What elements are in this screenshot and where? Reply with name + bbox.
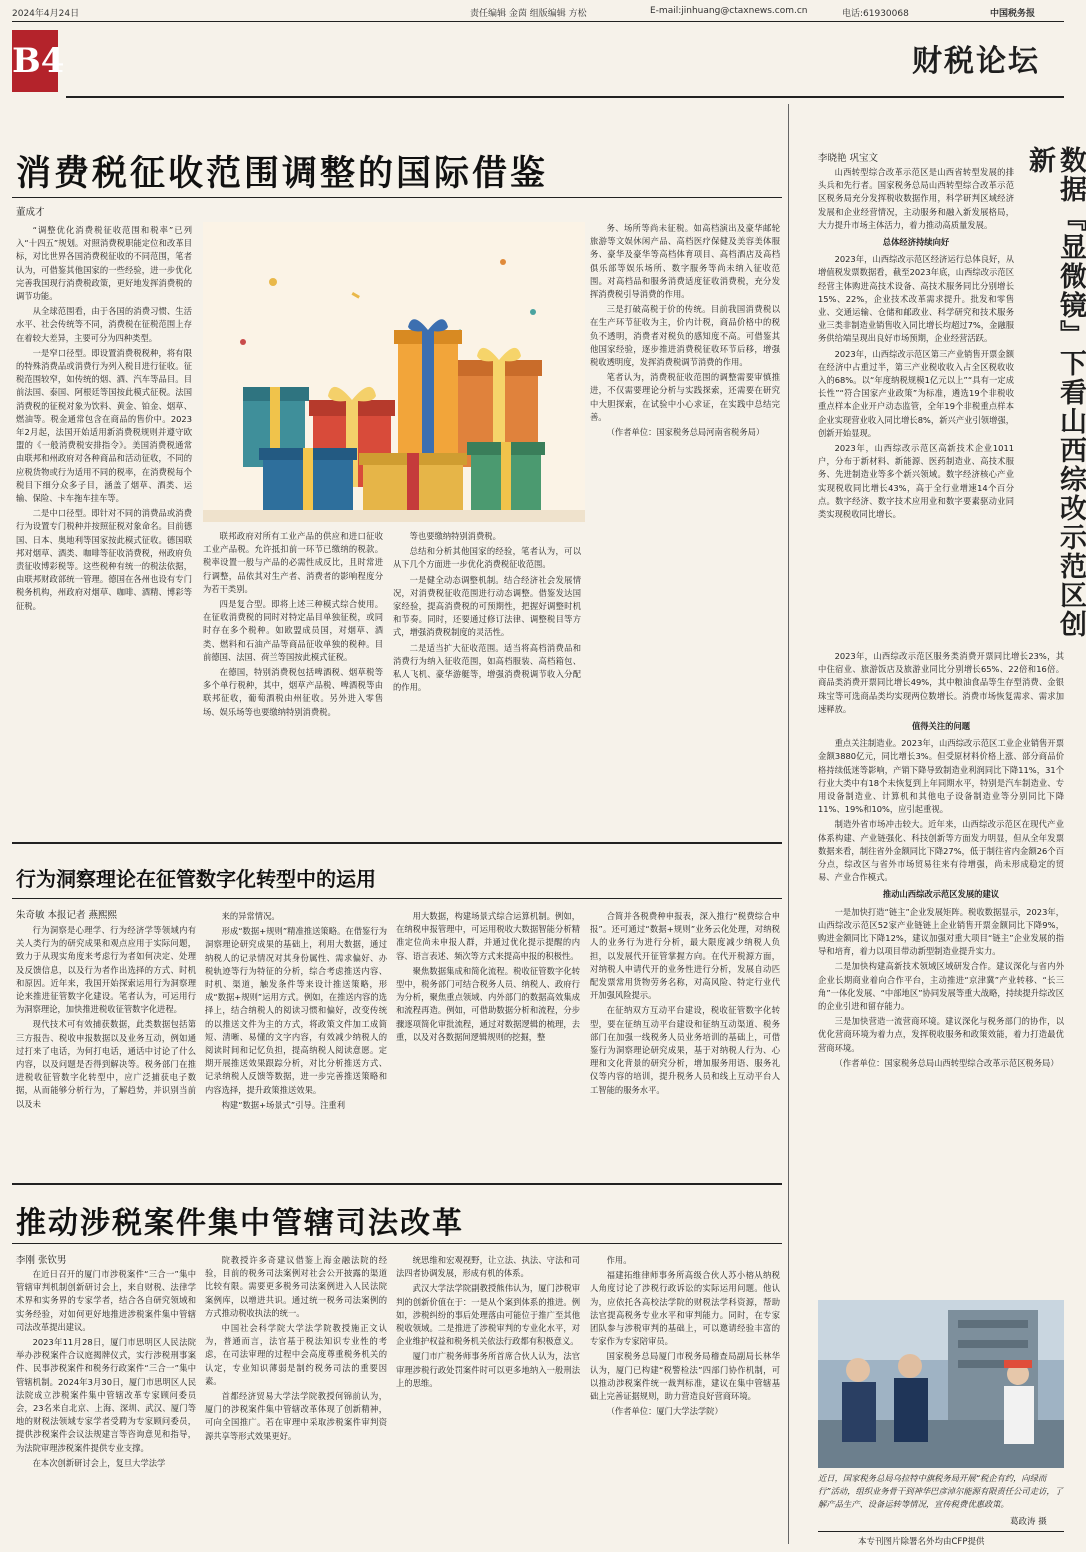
paragraph: 国家税务总局厦门市税务局稽查局副局长林华认为，厦门已构建“税警检法”四部门协作机制，可以推动涉税案件统一裁判标准，建议在集中管辖基础上完善证据规则，助力营造良好营商环境。 (590, 1351, 780, 1402)
editors-line: 责任编辑 金茵 组版编辑 方松 (470, 9, 587, 19)
article3-title: 推动涉税案件集中管辖司法改革 (16, 1206, 464, 1241)
sidebar-byline: 李晓艳 巩宝文 (818, 153, 879, 164)
paragraph: 务、场所等尚未征税。如高档演出及豪华邮轮旅游等文娱休闲产品、高档医疗保健及美容美体服务、豪华及豪华等高档体育项目、高档酒店及高档俱乐部等娱乐场所、数字服务等尚未纳入征收范围。对高档品和服务消费适度征收消费税，充分发挥消费税引导消费的作用。 (590, 223, 780, 300)
paragraph: 二是中口径型。即针对不同的消费品或消费行为设置专门税种并按照征税对象命名。目前德国、日本、奥地利等国家按此模式征收。德国联邦对烟草、酒类、咖啡等征收消费税，州政府负责征收博彩税等。这些税种有统一的税法依据，由联邦财政部统一管理。德国在各州也设有专门税务机构，州政府对烟草、咖啡、酒精、博彩等征税。 (16, 508, 192, 611)
tax-officers-photo (818, 1300, 1064, 1468)
article2-column-3 (396, 910, 580, 1178)
article3-column-1 (16, 1268, 196, 1540)
paragraph: 统思维和宏观视野，让立法、执法、守法和司法四者协调发展，形成有机的体系。 (396, 1255, 580, 1279)
paragraph: 来的异常情况。 (221, 911, 280, 921)
article1-column-1 (16, 224, 192, 836)
article1-column-4 (590, 222, 780, 836)
paragraph: 在德国，特别消费税包括啤酒税、烟草税等多个单行税种，其中，烟草产品税、啤酒税等由联邦征收，葡萄酒税由州征收。另外进入零售场、娱乐场等也要缴纳特别消费税。 (203, 667, 383, 717)
paragraph: “调整优化消费税征收范围和税率”已列入“十四五”规划。对照消费税职能定位和改革目标，对比世界各国消费税征收的不同范围，笔者认为，可借鉴其他国家的一些经验，进一步优化完善我国现行消费税政策，更好地发挥消费税的调节功能。 (16, 225, 192, 302)
header-rule (12, 21, 1064, 22)
subheading: 总体经济持续向好 (882, 237, 950, 248)
paragraph: 形成“数据+规则”精准推送策略。在借鉴行为洞察理论研究成果的基础上，利用大数据，通过纳税人的记录情况对其身份属性、需求偏好、办税轨迹等行为特征的分析，综合考虑推送内容、时机、渠道，触发条件等来设计推送策略，形成“数据+规则”运用方式。例如，在推送内容的选择上，结合纳税人的阅读习惯和偏好，改变传统的以推送文件为主的方式，将政策文件加工成简短、清晰、易懂的文字内容，有效减少纳税人的阅读时间和记忆负担，提高纳税人阅读意愿。定期开展推送效果跟踪分析，对比分析推送方式、记录纳税人反馈等数据，进一步完善推送策略和内容选择，提升政策推送效果。 (205, 926, 387, 1095)
paragraph: 等也要缴纳特别消费税。 (409, 531, 501, 541)
paragraph: 2023年11月28日，厦门市思明区人民法院举办涉税案件合议庭揭牌仪式，实行涉税刑事案件、民事涉税案件和税务行政案件“三合一”集中管辖机制。2024年3月30日，厦门市思明区人民法院成立涉税案件集中管辖改革专家顾问委员会，23名来自北京、上海、深圳、武汉、厦门等地的财税法领域专家学者受聘为专家顾问委员，提供涉税案件会议法规建言等咨询意见和指导，为法院审理涉税案件提供专业支撑。 (16, 1337, 196, 1453)
paragraph: 2023年，山西综改示范区经济运行总体良好，从增值税发票数据看，截至2023年底，山西综改示范区经营主体购进高技术设备、高技术服务同比分别增长15%、22%，企业技术改革需求提升。批发和零售业、交通运输、仓储和邮政业、科学研究和技术服务业三类非制造业销售收入同比增长均超过7%，金融服务供给端呈现出良好市场预期，企业经营活跃。 (818, 254, 1014, 344)
section-rule (66, 96, 1064, 98)
article3-byline: 李刚 张钦男 (16, 1255, 67, 1266)
paragraph: 从全球范围看，由于各国的消费习惯、生活水平、社会传统等不同，消费税在征税范围上存在着较大差异，主要可分为四种类型。 (16, 306, 192, 343)
paragraph: 三是打破高税于价的传统。目前我国消费税以在生产环节征收为主，价内计税，商品价格中的税负不透明，消费者对税负的感知度不高。可借鉴其他国家经验，逐步推进消费税征收环节后移，增强税收透明度，发挥消费税调节消费的作用。 (590, 304, 780, 368)
paragraph: 2023年，山西综改示范区第三产业销售开票金额在经济中占重过半，第三产业税收收入占全区税收收入的68%。以“年度纳税规模1亿元以上”“具有一定成长性”“符合国家产业政策”为标准，遴选19个非税收重点样本企业开户动态监管，全年19个非税重点样本企业实现营业收入同比增长8%，新兴产业引领增强，创新开始显现。 (818, 348, 1014, 438)
paragraph: 一是健全动态调整机制。结合经济社会发展情况，对消费税征收范围进行动态调整。借鉴发达国家经验，提高消费税的可预期性，把握好调整时机和节奏。同时，还要通过修订法律、调整税目等方式，增强消费税制度的灵活性。 (393, 574, 581, 638)
paragraph: 聚焦数据集成和简化流程。税收征管数字化转型中，税务部门可结合税务人员、纳税人、政府行为分析，聚焦重点领域、内外部门的数据高效集成和流程再造。例如，可借助数据分析和流程，分步骤逐项简化审批流程，通过对数据逻辑的梳理，去重，以及对各数据间逻辑规则的挖掘，整 (396, 965, 580, 1042)
paragraph: 山西转型综合改革示范区是山西省转型发展的排头兵和先行者。国家税务总局山西转型综合改革示范区税务局充分发挥税收数据作用，科学研判区域经济发展和企业经营情况，主动服务和融入新发展格局，大力提升市场主体活力，着力推动高质量发展。 (818, 167, 1014, 230)
paragraph: 四是复合型。即将上述三种模式综合使用。在征收消费税的同时对特定品目单独征税，或同时存在多个税种。如欧盟成员国，对烟草、酒类、燃料和石油产品等商品征收单独的税种。目前德国、法国、荷兰等国按此模式征税。 (203, 599, 383, 662)
article1-rule (12, 197, 782, 198)
article3-column-2 (205, 1254, 387, 1540)
paragraph: 笔者认为，消费税征收范围的调整需要审慎推进，不仅需要理论分析与实践探索，还需要在研究中大胆探索，在试验中小心求证，在实践中总结完善。 (590, 372, 780, 422)
paragraph: 中国社会科学院大学法学院教授施正文认为，普通而言，法官基于税法知识专业性的考虑，在司法审理的过程中会高度尊重税务机关的认定，专业知识薄弱是制约税务司法的重要因素。 (205, 1323, 387, 1386)
photo-source-note: 本专刊图片除署名外均由CFP提供 (858, 1537, 985, 1547)
gift-boxes-illustration (203, 222, 585, 522)
article2-column-4 (590, 910, 780, 1178)
article3-column-4 (590, 1254, 780, 1540)
sidebar-column-bottom (818, 650, 1064, 1298)
article2-column-1 (16, 924, 196, 1178)
article1-column-2 (203, 530, 383, 836)
editor-email: E-mail:jinhuang@ctaxnews.com.cn (650, 6, 808, 16)
section-name: 财税论坛 (912, 44, 1040, 79)
article3-rule (12, 1243, 782, 1244)
paragraph: 总结和分析其他国家的经验，笔者认为，可以从下几个方面进一步优化消费税征收范围。 (393, 546, 581, 570)
paragraph: 2023年，山西综改示范区高新技术企业1011户，分布于新材料、新能源、医药制造业、高技术服务、先进制造业等多个新兴领域。数字经济核心产业实现税收同比增长43%，高于全行业增速14个百分点。数字经济、数字技术应用业和数字要素驱动业同类实现税收同比增长。 (818, 443, 1014, 520)
sidebar-divider (788, 104, 789, 1544)
article1-column-3 (393, 530, 581, 836)
footer-rule (818, 1531, 1064, 1532)
subheading: 推动山西综改示范区发展的建议 (882, 889, 1000, 900)
article2-rule (12, 898, 782, 899)
article1-title: 消费税征收范围调整的国际借鉴 (16, 153, 549, 194)
section-code-badge: B4 (12, 30, 58, 92)
divider (12, 842, 782, 844)
paragraph: 二是加快构建高新技术领域区域研发合作。建议深化与省内外企业长期商业着向合作平台，主动推进“京津冀”产业转移、“长三角”一体化发展、“中部地区”协同发展等重大战略，持续提升综改区的企业引进和留存能力。 (818, 961, 1064, 1012)
sidebar-title: 数据『显微镜』下看山西综改示范区创新 (1024, 146, 1086, 639)
paragraph: 武汉大学法学院副教授熊伟认为，厦门涉税审判的创新价值在于：一是从个案到体系的推进。例如，涉税纠纷的事后处理落由可能位于推广至其他税收领域。二是推进了涉税审判的专业化水平，对企业维护权益和税务机关依法行政都有积极意义。 (396, 1283, 580, 1347)
paragraph: 在本次创新研讨会上，复旦大学法学 (32, 1457, 166, 1468)
paragraph: 在近日召开的厦门市涉税案件“三合一”集中管辖审判机制创新研讨会上，来自财税、法律学术界和实务界的专家学者，结合各自研究领域和实务经验，对如何更好地推进涉税案件集中管辖司法改革提出建议。 (16, 1269, 196, 1332)
article3-column-3 (396, 1254, 580, 1540)
paragraph: 合简并各税费种申报表，深入推行“税费综合申报”。还可通过“数据+规则”业务云化处理，对纳税人的业务行为进行分析，最大限度减少纳税人负担，以发展代开征管掌握方向。在代开税源方面，对纳税人申请代开的业务性进行分析，发展自动匹配发票常用货物劳务名称，对高风险、特定行业代开加强风险提示。 (590, 911, 780, 1001)
article2-byline: 朱奇敏 本报记者 燕熙熙 (16, 910, 118, 921)
paragraph: 2023年，山西综改示范区服务类消费开票同比增长23%，其中住宿业、旅游饭店及旅游业同比分别增长65%、22倍和16倍。商品类消费开票同比增长49%，其中粮油食品等生存型消费、金银珠宝等可选商品类均实现两位数增长。消费市场恢复需求、需求加速释放。 (818, 651, 1064, 714)
divider (12, 1183, 782, 1185)
issue-date: 2024年4月24日 (12, 9, 80, 19)
paragraph: 联邦政府对所有工业产品的供应和进口征收工业产品税。允许抵扣前一环节已缴纳的税款。税率设置一般与产品的必需性成反比，且时常进行调整，品依其对生产者、消费者的影响程度分为若干类别。 (203, 531, 383, 594)
article1-byline: 董成才 (16, 207, 45, 218)
paragraph: （作者单位：国家税务总局河南省税务局） (606, 427, 765, 438)
paragraph: 厦门市广税务师事务所首席合伙人认为，法官审理涉税行政处罚案件时可以更多地纳入一般刑法上的思维。 (396, 1351, 580, 1388)
editor-phone: 电话:61930068 (842, 9, 909, 19)
photo-credit: 葛政涛 摄 (1010, 1517, 1047, 1527)
sidebar-column-top (818, 166, 1014, 646)
paragraph: 构建“数据+场景式”引导。注重利 (221, 1099, 346, 1110)
paragraph: 三是加快营造一流营商环境。建议深化与税务部门的协作，以优化营商环境为着力点，发挥税收服务和政策效能，着力打造最优营商环境。 (818, 1016, 1064, 1053)
paragraph: 院教授许多奇建议借鉴上海金融法院的经验，目前的税务司法案例对社会公开披露的渠道比较有限。需要更多税务司法案例进入人民法院案例库，以增进共识。通过统一税务司法案例的方式推动税收执法的统一。 (205, 1255, 387, 1318)
paragraph: 福建拓维律师事务所高级合伙人苏小榕从纳税人角度讨论了涉税行政诉讼的实际运用问题。他认为，应依托各高校法学院的财税法学科资源，帮助法官提高税务专业水平和审判能力。同时，在专家团队参与涉税审判的基础上，可以邀请经验丰富的专家作为专家陪审员。 (590, 1270, 780, 1347)
paragraph: 用大数据，构建场景式综合运算机制。例如，在纳税申报管理中，可运用税收大数据智能分析精准定位尚未申报人群，并通过优化提示提醒的内容、语言表述、频次等方式来提高申报的积极性。 (396, 911, 580, 961)
paragraph: 首都经济贸易大学法学院教授何锦前认为，厦门的涉税案件集中管辖改革体现了创新精神，可向全国推广。若在审理中采取涉税案件审判资源共享等形式效果更好。 (205, 1391, 387, 1441)
paragraph: 行为洞察是心理学、行为经济学等领域内有关人类行为的研究成果和观点应用于实际问题，致力于从现实角度来考虑行为者如何决定、处理及反馈信息，以及行为者作出选择的方式、时机和原因。近年来，我国开始探索运用行为洞察理论来推进征管数字化建设。笔者认为，可运用行为洞察理论，加快推进税收征管数字化进程。 (16, 925, 196, 1015)
paper-name: 中国税务报 (990, 9, 1036, 19)
article2-column-2 (205, 910, 387, 1178)
paragraph: 一是窄口径型。即设置消费税税种，将有限的特殊消费品或消费行为列入税目进行征收。征税范围较窄，如传统的烟、酒、汽车等品目。目前法国、泰国、阿根廷等国按此模式征税。法国消费税的征税对象为饮料、黄金、铂金、烟草、燃油等。税金通常包含在商品的售价中。2023年2月起，法国开始适用新消费税规则并遵守欧盟的《一般消费税安排指令》。美国消费税通常由联邦和州政府对各种商品和活动征收，不同的应税货物或行为适用不同的税率，在消费税每个税目下细分众多子目，涵盖了烟草、酒类、运输、保险、卡车拖车挂车等。 (16, 347, 192, 504)
paragraph: 现代技术可有效捕获数据，此类数据包括第三方报告、税收申报数据以及业务互动，例如通过打来了电话，为何打电话，通话中讨论了什么内容，以及问题是否得到解决等。税务部门在推进税收征管数字化转型中，应广泛捕获电子数据，从而能够分析行为，了解趋势，并识别当前以及未 (16, 1019, 196, 1109)
paragraph: 一是加快打造“链主”企业发展矩阵。税收数据显示，2023年，山西综改示范区52家产业链链上企业销售开票金额同比下降9%，购进金额同比下降12%，建议加强对重大项目“链主”企业发展的指导和培育，着力以项目带动新型制造业提升实力。 (818, 906, 1064, 957)
paragraph: （作者单位：国家税务总局山西转型综合改革示范区税务局） (834, 1057, 1059, 1068)
photo-caption: 近日，国家税务总局乌拉特中旗税务局开展“税企有约，向绿而行”活动，组织业务骨干到神华巴彦淖尔能源有限责任公司走访，了解产品生产、设备运转等情况，宣传税费优惠政策。 (818, 1473, 1063, 1509)
paragraph: 制造外省市场冲击较大。近年来，山西综改示范区在现代产业体系构建、产业链强化、科技创新等方面发力明显，但从全年发票数据来看，制往省外金额同比下降27%，低于制往省内金额26个百分点，综改区与省外市场贸易往来有待增强，尚未形成稳定的贸易、产业合作模式。 (818, 819, 1064, 883)
paragraph: （作者单位：厦门大学法学院） (606, 1406, 723, 1417)
paragraph: 重点关注制造业。2023年，山西综改示范区工业企业销售开票金额3880亿元，同比增长3%。但受原材料价格上涨、部分商品价格持续低迷等影响，产销下降导致制造业利润同比下降11%，31个行业大类中有18个未恢复到上年同期水平，特别是汽车制造业、专用设备制造业、计算机和其他电子设备制造业等分别同比下降11%、19%和10%，应引起重视。 (818, 738, 1064, 815)
paragraph: 作用。 (606, 1255, 632, 1265)
paragraph: 在征纳双方互动平台建设，税收征管数字化转型，要在征纳互动平台建设和征纳互动渠道、税务部门在加强一线税务人员业务培训的基础上，可借鉴行为洞察理论研究成果，基于对纳税人行为、心理和文化背景的研究分析，增加服务用语、服务礼仪等内容的培训，提升税务人员和线上互动平台人工智能的服务水平。 (590, 1005, 780, 1095)
subheading: 值得关注的问题 (911, 721, 971, 732)
paragraph: 二是适当扩大征收范围。适当将高档消费品和消费行为纳入征收范围，如高档服装、高档箱包、私人飞机、豪华游艇等，增强消费税调节收入分配的作用。 (393, 642, 581, 693)
article2-title: 行为洞察理论在征管数字化转型中的运用 (16, 867, 376, 891)
